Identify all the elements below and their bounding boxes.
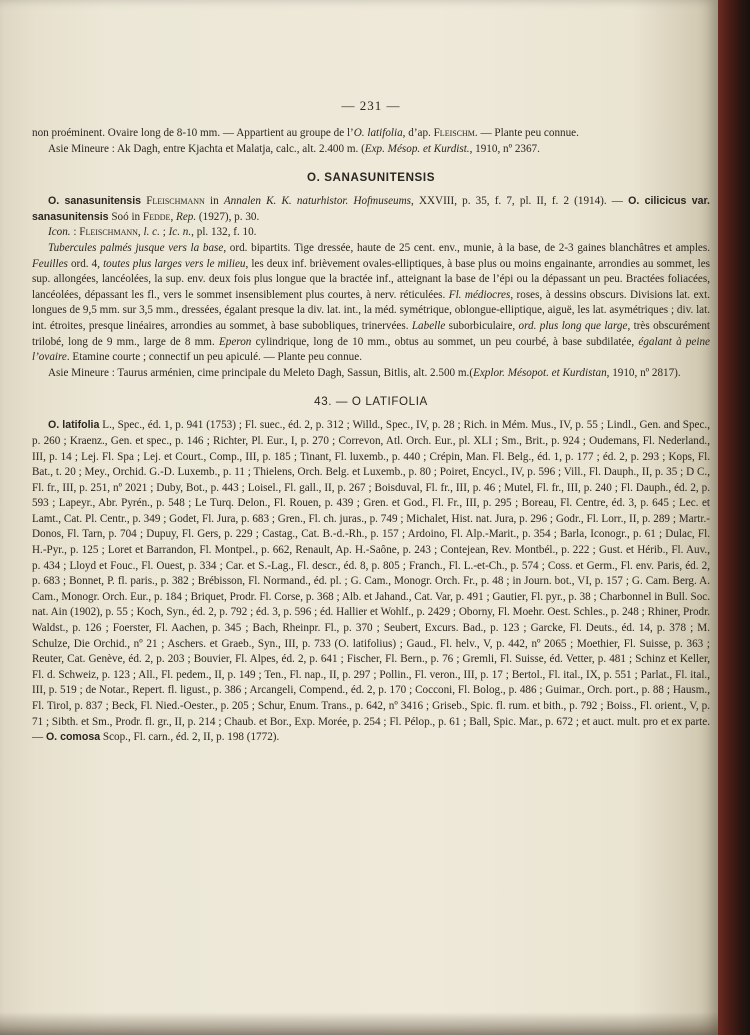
synonymy-paragraph: O. sanasunitensis Fleischmann in Annalen K. K. naturhistor. Hofmuseums, XXVIII, p. 35, f. 7, pl. II, f. 2 (1914). — O. cilicicus var. sanasunitensis Soó in Fedde, Rep. (1927), p. 30. — [32, 195, 710, 223]
latifolia-synonymy-paragraph: O. latifolia L., Spec., éd. 1, p. 941 (1753) ; Fl. suec., éd. 2, p. 312 ; Willd., Spec., IV, p. 28 ; Rich. in Mém. Mus., IV, p. 55 ; Lindl., Gen. and Spec., p. 260 ; Kraenz., Gen. et spec., p. 146 ; Richter, Pl. Eur., I, p. 270 ; Correvon, Atl. Orch. Eur., pl. XLI ; Sm., Brit., p. 924 ; Oudemans, Fl. Nederland., III, p. 14 ; Lej. Fl. Spa ; Lej. et Court., Comp., III, p. 185 ; Tinant, Fl. luxemb., p. 440 ; Crépin, Man. Fl. Belg., éd. 1, p. 177 ; éd. 2, p. 293 ; Kops, Fl. Bat., t. 20 ; Mey., Orchid. G.-D. Luxemb., p. 11 ; Thielens, Orch. Belg. et Luxemb., p. 80 ; Poiret, Encycl., IV, p. 596 ; Vill., Fl. Dauph., II, p. 35 ; D C., Fl. fr., III, p. 251, nº 2021 ; Duby, Bot., p. 443 ; Loisel., Fl. gall., II, p. 267 ; Boisduval, Fl. fr., III, p. 46 ; Mutel, Fl. fr., III, p. 240 ; Fl. Dauph., éd. 2, p. 593 ; Lapeyr., Abr. Pyrén., p. 548 ; Le Turq. Delon., Fl. Rouen, p. 439 ; Gren. et God., Fl. Fr., III, p. 295 ; Boreau, Fl. Centre, éd. 3, p. 645 ; Lec. et Lamt., Cat. Pl. Centr., p. 349 ; Godet, Fl. Jura, p. 683 ; Gren., Fl. ch. juras., p. 749 ; Michalet, Hist. nat. Jura, p. 296 ; Godr., Fl. Lorr., II, p. 289 ; Martr.-Donos, Fl. Tarn, p. 704 ; Dupuy, Fl. Gers, p. 229 ; Castag., Cat. B.-d.-Rh., p. 157 ; Ardoino, Fl. Alp.-Marit., p. 354 ; Barla, Iconogr., p. 61 ; Dulac, Fl. H.-Pyr., p. 125 ; Loret et Barrandon, Fl. Montpel., p. 662, Renault, Ap. H.-Saône, p. 243 ; Contejean, Rev. Montbél., p. 222 ; Gust. et Hérib., Fl. Auv., p. 434 ; Lloyd et Fouc., Fl. Ouest, p. 334 ; Car. et S.-Lag., Fl. descr., éd. 8, p. 805 ; Franch., Fl. L.-et-Ch., p. 574 ; Coss. et Germ., Fl. env. Paris, éd. 2, p. 683 ; Bonnet, P. fl. paris., p. 382 ; Brébisson, Fl. Normand., éd. pl. ; G. Cam., Monogr. Orch. Fr., p. 48 ; in Journ. bot., VI, p. 157 ; G. Cam. Berg. A. Cam., Monogr. Orch. Eur., p. 184 ; Briquet, Prodr. Fl. Corse, p. 368 ; Alb. et Jahand., Cat. Var, p. 491 ; Gautier, Fl. pyr., p. 38 ; Charbonnel in Bull. Soc. nat. Ain (1902), p. 55 ; Koch, Syn., éd. 2, p. 792 ; éd. 3, p. 596 ; éd. Hallier et Wohlf., p. 2429 ; Oborny, Fl. Moehr. Oest. Schles., p. 248 ; Rhiner, Prodr. Waldst., p. 126 ; Foerster, Fl. Aachen, p. 345 ; Bach, Rheinpr. Fl., p. 370 ; Seubert, Excurs. Bad., p. 123 ; Garcke, Fl. Deuts., éd. 14, p. 378 ; M. Schulze, Die Orchid., nº 21 ; Aschers. et Graeb., Syn., III, p. 733 (O. latifolius) ; Gaud., Fl. helv., V, p. 442, nº 2065 ; Moethier, Fl. Suisse, p. 363 ; Reuter, Cat. Genève, éd. 2, p. 203 ; Bouvier, Fl. Alpes, éd. 2, p. 641 ; Fischer, Fl. Bern., p. 76 ; Gremli, Fl. Suisse, éd. Vetter, p. 481 ; Schinz et Keller, Fl. d. Schweiz, p. 123 ; All., Fl. pedem., II, p. 149 ; Ten., Fl. nap., II, p. 297 ; Pollin., Fl. veron., III, p. 17 ; Bertol., Fl. ital., IX, p. 551 ; Parlat., Fl. ital., III, p. 519 ; de Notar., Repert. fl. ligust., p. 386 ; Arcangeli, Compend., éd. 2, p. 170 ; Cocconi, Fl. Bolog., p. 486 ; Guimar., Orch. port., p. 88 ; Hausm., Fl. Tirol, p. 837 ; Beck, Fl. Nied.-Oester., p. 205 ; Schur, Enum. Trans., p. 642, nº 3416 ; Griseb., Spic. fl. rum. et bith., p. 792 ; Boiss., Fl. orient., V, p. 71 ; Sibth. et Sm., Prodr. fl. gr., II, p. 214 ; Chaub. et Bor., Exp. Morée, p. 254 ; Fl. Pélop., p. 61 ; Ball, Spic. Mar., p. 672 ; et auct. mult. pro et ex parte. — O. comosa Scop., Fl. carn., éd. 2, II, p. 198 (1772). — [32, 419, 710, 744]
book-spine — [718, 0, 750, 1035]
page-number: — 231 — — [341, 98, 401, 113]
section-heading-latifolia: 43. — O LATIFOLIA — [314, 395, 428, 409]
section-heading-sanasunitensis: O. SANASUNITENSIS — [306, 171, 436, 185]
description-paragraph: Tubercules palmés jusque vers la base, ord. bipartits. Tige dressée, haute de 25 cent. env., munie, à la base, de 2-3 gaines blanchâtres et amples. Feuilles ord. 4, toutes plus larges vers le milieu, les deux inf. brièvement ovales-elliptiques, à base plus ou moins engainante, arrondies au sommet, les sup. allongées, lancéolées, la sup. env. deux fois plus longue que la bractée inf., atteignant la base de l’épi ou la dépassant un peu. Bractées foliacées, lancéolées, dépassant les fl., vers le sommet insensiblement plus courtes, à nerv. réticulées. Fl. médiocres, roses, à dessins obscurs. Divisions lat. ext. longues de 9,5 mm. sur 3,5 mm., dressées, égalant presque la div. lat. int., la méd. symétrique, oblongue-elliptique, aiguë, les lat. asymétriques ; div. lat. int. étroites, presque linéaires, arrondies au sommet, à base subobliques, trinervées. Labelle suborbiculaire, ord. plus long que large, très obscurément trilobé, long de 9 mm., large de 8 mm. Eperon cylindrique, long de 10 mm., obtus au sommet, un peu courbé, à base subdilatée, égalant à peine l’ovaire. Etamine courte ; connectif un peu apiculé. — Plante peu connue. — [32, 241, 711, 364]
intro-distribution: Asie Mineure : Ak Dagh, entre Kjachta et Malatja, calc., alt. 2.400 m. (Exp. Mésop. et Kurdist., 1910, nº 2367. — [48, 142, 540, 155]
distribution-paragraph: Asie Mineure : Taurus arménien, cime principale du Meleto Dagh, Sassun, Bitlis, alt. 2.500 m.(Explor. Mésopot. et Kurdistan, 1910, nº 2817). — [48, 366, 681, 379]
page-text — [32, 98, 710, 746]
page-bottom-shadow — [0, 1012, 718, 1035]
intro-paragraph: non proéminent. Ovaire long de 8-10 mm. — Appartient au groupe de l’O. latifolia, d’ap. Fleischm. — Plante peu connue. — [32, 127, 579, 139]
icon-paragraph: Icon. : Fleischmann, l. c. ; Ic. n., pl. 132, f. 10. — [48, 226, 257, 239]
